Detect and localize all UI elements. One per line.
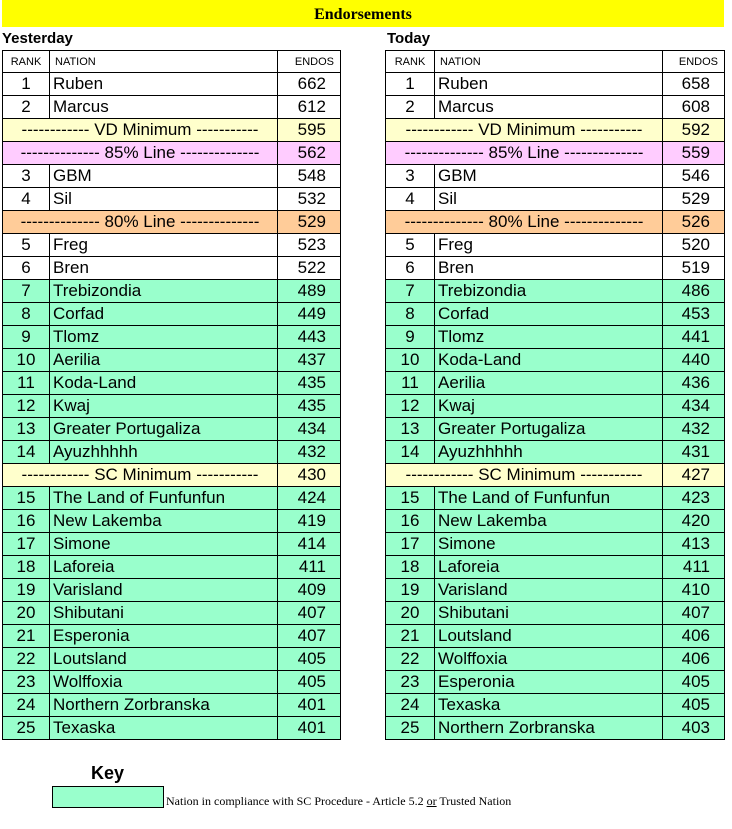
nation-cell: Northern Zorbranska: [435, 717, 663, 740]
nation-cell: Sil: [50, 188, 278, 211]
yesterday-label: Yesterday: [2, 30, 73, 47]
table-row: [3, 395, 341, 418]
table-row: [386, 648, 725, 671]
vd-threshold-row: [3, 119, 341, 142]
table-row: [386, 372, 725, 395]
nation-cell: Laforeia: [435, 556, 663, 579]
table-row: [3, 234, 341, 257]
endos-cell: 608: [663, 96, 725, 119]
rank-cell: 9: [386, 326, 435, 349]
rank-cell: 8: [386, 303, 435, 326]
table-row: [3, 418, 341, 441]
nation-cell: New Lakemba: [435, 510, 663, 533]
endos-cell: 406: [663, 648, 725, 671]
endos-cell: 407: [278, 625, 341, 648]
key-text-before: Nation in compliance with SC Procedure - Article 5.2: [166, 794, 427, 808]
p85-threshold-row: [386, 142, 725, 165]
endos-cell: 407: [663, 602, 725, 625]
rank-cell: 9: [3, 326, 50, 349]
rank-cell: 5: [3, 234, 50, 257]
nation-cell: Freg: [435, 234, 663, 257]
endos-cell: 532: [278, 188, 341, 211]
rank-cell: 3: [386, 165, 435, 188]
threshold-value: 427: [663, 464, 725, 487]
endos-cell: 423: [663, 487, 725, 510]
endos-cell: 420: [663, 510, 725, 533]
rank-cell: 6: [3, 257, 50, 280]
page-title: Endorsements: [2, 0, 724, 27]
endos-cell: 414: [278, 533, 341, 556]
table-row: [386, 257, 725, 280]
nation-cell: Ayuzhhhhh: [435, 441, 663, 464]
endos-cell: 431: [663, 441, 725, 464]
rank-cell: 4: [386, 188, 435, 211]
threshold-label: -------------- 80% Line --------------: [386, 211, 663, 234]
rank-cell: 7: [3, 280, 50, 303]
key-description: [166, 794, 511, 809]
table-row: [3, 372, 341, 395]
rank-cell: 22: [3, 648, 50, 671]
rank-cell: 11: [3, 372, 50, 395]
nation-cell: Northern Zorbranska: [50, 694, 278, 717]
endos-cell: 529: [663, 188, 725, 211]
header-row: [3, 51, 341, 73]
rank-cell: 24: [3, 694, 50, 717]
rank-cell: 20: [386, 602, 435, 625]
table-row: [386, 418, 725, 441]
nation-cell: Tlomz: [50, 326, 278, 349]
table-row: [3, 280, 341, 303]
threshold-label: -------------- 80% Line --------------: [3, 211, 278, 234]
nation-cell: Kwaj: [435, 395, 663, 418]
nation-cell: Ruben: [50, 73, 278, 96]
nation-cell: Corfad: [435, 303, 663, 326]
rank-cell: 20: [3, 602, 50, 625]
rank-cell: 11: [386, 372, 435, 395]
rank-cell: 25: [3, 717, 50, 740]
endos-cell: 437: [278, 349, 341, 372]
key-text-after: Trusted Nation: [436, 794, 512, 808]
endos-cell: 434: [278, 418, 341, 441]
nation-cell: Trebizondia: [435, 280, 663, 303]
nation-cell: Sil: [435, 188, 663, 211]
nation-cell: Marcus: [50, 96, 278, 119]
table-row: [3, 188, 341, 211]
table-row: [3, 73, 341, 96]
table-row: [3, 349, 341, 372]
endos-cell: 436: [663, 372, 725, 395]
endos-cell: 453: [663, 303, 725, 326]
endos-cell: 523: [278, 234, 341, 257]
p80-threshold-row: [3, 211, 341, 234]
nation-cell: The Land of Funfunfun: [435, 487, 663, 510]
rank-cell: 15: [3, 487, 50, 510]
table-row: [386, 717, 725, 740]
endos-cell: 407: [278, 602, 341, 625]
rank-cell: 24: [386, 694, 435, 717]
rank-cell: 15: [386, 487, 435, 510]
rank-cell: 16: [3, 510, 50, 533]
rank-cell: 2: [3, 96, 50, 119]
endos-cell: 662: [278, 73, 341, 96]
today-table: [385, 50, 725, 740]
endos-cell: 424: [278, 487, 341, 510]
threshold-label: -------------- 85% Line --------------: [3, 142, 278, 165]
nation-cell: GBM: [435, 165, 663, 188]
sc-threshold-row: [3, 464, 341, 487]
nation-cell: Simone: [435, 533, 663, 556]
rank-cell: 14: [3, 441, 50, 464]
nation-cell: Trebizondia: [50, 280, 278, 303]
nation-header: NATION: [50, 51, 278, 73]
table-row: [386, 533, 725, 556]
rank-cell: 18: [3, 556, 50, 579]
endos-cell: 658: [663, 73, 725, 96]
endos-cell: 546: [663, 165, 725, 188]
nation-cell: Loutsland: [435, 625, 663, 648]
endos-cell: 432: [663, 418, 725, 441]
endos-cell: 406: [663, 625, 725, 648]
table-row: [386, 671, 725, 694]
table-row: [3, 487, 341, 510]
threshold-value: 430: [278, 464, 341, 487]
rank-cell: 4: [3, 188, 50, 211]
rank-cell: 13: [3, 418, 50, 441]
nation-cell: Bren: [435, 257, 663, 280]
nation-cell: The Land of Funfunfun: [50, 487, 278, 510]
threshold-value: 595: [278, 119, 341, 142]
nation-cell: Marcus: [435, 96, 663, 119]
rank-cell: 5: [386, 234, 435, 257]
endos-cell: 486: [663, 280, 725, 303]
endos-cell: 489: [278, 280, 341, 303]
table-row: [386, 73, 725, 96]
nation-header: NATION: [435, 51, 663, 73]
rank-cell: 16: [386, 510, 435, 533]
rank-cell: 13: [386, 418, 435, 441]
rank-cell: 17: [3, 533, 50, 556]
rank-cell: 3: [3, 165, 50, 188]
nation-cell: Koda-Land: [435, 349, 663, 372]
yesterday-table: [2, 50, 341, 740]
endos-cell: 403: [663, 717, 725, 740]
nation-cell: Texaska: [435, 694, 663, 717]
table-row: [3, 671, 341, 694]
endos-cell: 548: [278, 165, 341, 188]
nation-cell: Loutsland: [50, 648, 278, 671]
threshold-value: 526: [663, 211, 725, 234]
rank-cell: 23: [386, 671, 435, 694]
endos-header: ENDOS: [663, 51, 725, 73]
endos-cell: 410: [663, 579, 725, 602]
header-row: [386, 51, 725, 73]
nation-cell: GBM: [50, 165, 278, 188]
nation-cell: Bren: [50, 257, 278, 280]
nation-cell: Aerilia: [50, 349, 278, 372]
endos-cell: 419: [278, 510, 341, 533]
p80-threshold-row: [386, 211, 725, 234]
rank-cell: 10: [3, 349, 50, 372]
rank-cell: 14: [386, 441, 435, 464]
rank-cell: 21: [386, 625, 435, 648]
endos-cell: 612: [278, 96, 341, 119]
rank-cell: 21: [3, 625, 50, 648]
nation-cell: Ruben: [435, 73, 663, 96]
endos-cell: 435: [278, 372, 341, 395]
key-text-or: or: [426, 794, 437, 808]
table-row: [386, 556, 725, 579]
threshold-label: ------------ SC Minimum -----------: [386, 464, 663, 487]
table-row: [3, 96, 341, 119]
table-row: [3, 510, 341, 533]
nation-cell: Ayuzhhhhh: [50, 441, 278, 464]
table-row: [386, 579, 725, 602]
nation-cell: Esperonia: [435, 671, 663, 694]
rank-cell: 7: [386, 280, 435, 303]
endos-cell: 432: [278, 441, 341, 464]
table-row: [3, 579, 341, 602]
endos-cell: 449: [278, 303, 341, 326]
rank-cell: 1: [3, 73, 50, 96]
table-row: [386, 165, 725, 188]
nation-cell: New Lakemba: [50, 510, 278, 533]
key-compliant-swatch: [52, 786, 164, 808]
endos-cell: 434: [663, 395, 725, 418]
threshold-value: 559: [663, 142, 725, 165]
table-row: [386, 303, 725, 326]
threshold-value: 529: [278, 211, 341, 234]
endos-cell: 405: [278, 648, 341, 671]
table-row: [3, 533, 341, 556]
table-row: [3, 602, 341, 625]
rank-cell: 25: [386, 717, 435, 740]
table-row: [3, 441, 341, 464]
nation-cell: Laforeia: [50, 556, 278, 579]
rank-cell: 22: [386, 648, 435, 671]
table-row: [3, 648, 341, 671]
threshold-label: ------------ SC Minimum -----------: [3, 464, 278, 487]
nation-cell: Varisland: [50, 579, 278, 602]
nation-cell: Varisland: [435, 579, 663, 602]
table-row: [386, 234, 725, 257]
nation-cell: Greater Portugaliza: [50, 418, 278, 441]
table-row: [3, 625, 341, 648]
rank-cell: 23: [3, 671, 50, 694]
threshold-label: -------------- 85% Line --------------: [386, 142, 663, 165]
key-title: Key: [91, 763, 125, 783]
nation-cell: Kwaj: [50, 395, 278, 418]
endos-cell: 411: [663, 556, 725, 579]
rank-cell: 12: [386, 395, 435, 418]
endos-cell: 409: [278, 579, 341, 602]
table-row: [386, 349, 725, 372]
rank-cell: 8: [3, 303, 50, 326]
nation-cell: Simone: [50, 533, 278, 556]
rank-cell: 2: [386, 96, 435, 119]
today-label: Today: [387, 30, 431, 47]
table-row: [386, 441, 725, 464]
threshold-value: 562: [278, 142, 341, 165]
table-row: [386, 602, 725, 625]
nation-cell: Wolffoxia: [435, 648, 663, 671]
nation-cell: Greater Portugaliza: [435, 418, 663, 441]
nation-cell: Esperonia: [50, 625, 278, 648]
table-row: [386, 280, 725, 303]
endos-cell: 520: [663, 234, 725, 257]
vd-threshold-row: [386, 119, 725, 142]
endos-cell: 522: [278, 257, 341, 280]
endos-cell: 401: [278, 694, 341, 717]
endos-cell: 443: [278, 326, 341, 349]
rank-cell: 17: [386, 533, 435, 556]
table-row: [3, 257, 341, 280]
endos-cell: 405: [663, 671, 725, 694]
rank-cell: 10: [386, 349, 435, 372]
table-row: [3, 165, 341, 188]
p85-threshold-row: [3, 142, 341, 165]
threshold-label: ------------ VD Minimum -----------: [386, 119, 663, 142]
rank-cell: 19: [386, 579, 435, 602]
rank-header: RANK: [386, 51, 435, 73]
rank-cell: 18: [386, 556, 435, 579]
endos-cell: 519: [663, 257, 725, 280]
endos-cell: 405: [663, 694, 725, 717]
rank-cell: 1: [386, 73, 435, 96]
table-row: [3, 303, 341, 326]
table-row: [386, 395, 725, 418]
table-row: [386, 188, 725, 211]
endos-header: ENDOS: [278, 51, 341, 73]
table-row: [386, 510, 725, 533]
nation-cell: Corfad: [50, 303, 278, 326]
nation-cell: Freg: [50, 234, 278, 257]
threshold-label: ------------ VD Minimum -----------: [3, 119, 278, 142]
threshold-value: 592: [663, 119, 725, 142]
endos-cell: 405: [278, 671, 341, 694]
nation-cell: Wolffoxia: [50, 671, 278, 694]
nation-cell: Texaska: [50, 717, 278, 740]
endos-cell: 441: [663, 326, 725, 349]
table-row: [386, 96, 725, 119]
table-row: [3, 556, 341, 579]
nation-cell: Koda-Land: [50, 372, 278, 395]
table-row: [386, 625, 725, 648]
endos-cell: 413: [663, 533, 725, 556]
table-row: [386, 326, 725, 349]
sc-threshold-row: [386, 464, 725, 487]
rank-cell: 6: [386, 257, 435, 280]
nation-cell: Shibutani: [435, 602, 663, 625]
nation-cell: Shibutani: [50, 602, 278, 625]
table-row: [3, 326, 341, 349]
endos-cell: 440: [663, 349, 725, 372]
endos-cell: 435: [278, 395, 341, 418]
nation-cell: Tlomz: [435, 326, 663, 349]
table-row: [3, 717, 341, 740]
nation-cell: Aerilia: [435, 372, 663, 395]
table-row: [386, 694, 725, 717]
endos-cell: 411: [278, 556, 341, 579]
table-row: [3, 694, 341, 717]
rank-cell: 12: [3, 395, 50, 418]
rank-cell: 19: [3, 579, 50, 602]
rank-header: RANK: [3, 51, 50, 73]
table-row: [386, 487, 725, 510]
endos-cell: 401: [278, 717, 341, 740]
